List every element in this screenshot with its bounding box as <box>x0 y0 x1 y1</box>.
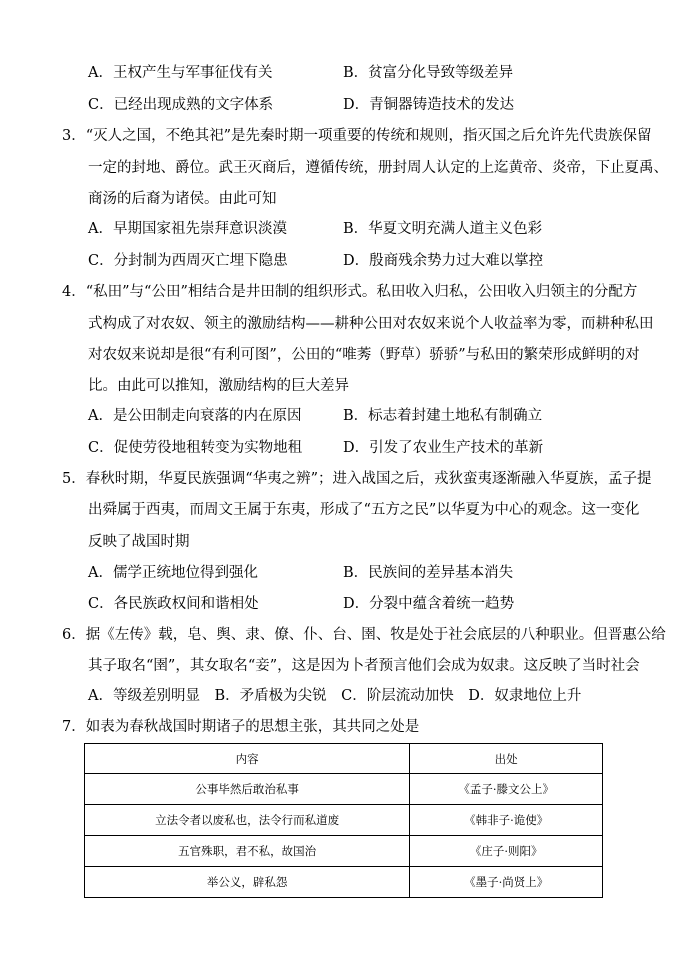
table-cell-source: 《孟子·滕文公上》 <box>410 774 603 805</box>
q3-option-c: C．分封制为西周灭亡埋下隐患 <box>88 253 288 269</box>
table-header-source: 出处 <box>410 744 603 774</box>
table-header-content: 内容 <box>85 744 410 774</box>
table-cell-content: 五官殊职，君不私，故国治 <box>85 836 410 867</box>
q3-option-d: D．殷商残余势力过大难以掌控 <box>343 253 544 269</box>
q3-option-a: A．早期国家祖先崇拜意识淡漠 <box>88 221 287 237</box>
table-row <box>85 774 603 805</box>
q7-stem-line1: 7．如表为春秋战国时期诸子的思想主张，其共同之处是 <box>62 719 420 735</box>
q4-option-d: D．引发了农业生产技术的革新 <box>343 440 544 456</box>
q4-stem-line1: 4．“私田”与“公田”相结合是井田制的组织形式。私田收入归私，公田收入归领主的分配方 <box>62 284 638 300</box>
table-row <box>85 805 603 836</box>
q4-option-a: A．是公田制走向衰落的内在原因 <box>88 408 302 424</box>
q5-stem-line3: 反映了战国时期 <box>88 534 190 550</box>
q6-options: A．等级差别明显 B．矛盾极为尖锐 C．阶层流动加快 D．奴隶地位上升 <box>88 688 582 704</box>
table-row <box>85 836 603 867</box>
q4-option-c: C．促使劳役地租转变为实物地租 <box>88 440 303 456</box>
table-cell-content: 公事毕然后敢治私事 <box>85 774 410 805</box>
q2-option-a: A．王权产生与军事征伐有关 <box>88 65 273 81</box>
q4-stem-line3: 对农奴来说却是很“有利可图”，公田的“唯莠（野草）骄骄”与私田的繁荣形成鲜明的对 <box>88 347 640 363</box>
q5-option-d: D．分裂中蕴含着统一趋势 <box>343 596 515 612</box>
q5-stem-line1: 5．春秋时期，华夏民族强调“华夷之辨”；进入战国之后，戎狄蛮夷逐渐融入华夏族，孟子提 <box>62 471 652 487</box>
q6-stem-line2: 其子取名“圉”，其女取名“妾”，这是因为卜者预言他们会成为奴隶。这反映了当时社会 <box>88 658 640 674</box>
table-row <box>85 867 603 898</box>
q5-option-c: C．各民族政权间和谐相处 <box>88 596 259 612</box>
q6-stem-line1: 6．据《左传》载，皂、舆、隶、僚、仆、台、圉、牧是处于社会底层的八种职业。但晋惠公给 <box>62 627 666 643</box>
q2-option-b: B．贫富分化导致等级差异 <box>343 65 514 81</box>
q4-option-b: B．标志着封建土地私有制确立 <box>343 408 543 424</box>
table-cell-content: 举公义，辟私怨 <box>85 867 410 898</box>
q3-stem-line3: 商汤的后裔为诸侯。由此可知 <box>88 191 277 207</box>
q2-option-c: C．已经出现成熟的文字体系 <box>88 97 274 113</box>
q3-stem-line2: 一定的封地、爵位。武王灭商后，遵循传统，册封周人认定的上迄黄帝、炎帝，下止夏禹、 <box>88 160 668 176</box>
table-cell-content: 立法令者以废私也，法令行而私道废 <box>85 805 410 836</box>
q7-table <box>84 743 603 898</box>
q3-stem-line1: 3．“灭人之国，不绝其祀”是先秦时期一项重要的传统和规则，指灭国之后允许先代贵族保留 <box>62 128 652 144</box>
table-header-row <box>85 744 603 774</box>
q5-option-b: B．民族间的差异基本消失 <box>343 565 514 581</box>
q5-option-a: A．儒学正统地位得到强化 <box>88 565 258 581</box>
table-cell-source: 《庄子·则阳》 <box>410 836 603 867</box>
q5-stem-line2: 出舜属于西夷，而周文王属于东夷，形成了“五方之民”以华夏为中心的观念。这一变化 <box>88 502 640 518</box>
table-cell-source: 《墨子·尚贤上》 <box>410 867 603 898</box>
table-cell-source: 《韩非子·诡使》 <box>410 805 603 836</box>
q2-option-d: D．青铜器铸造技术的发达 <box>343 97 515 113</box>
q4-stem-line2: 式构成了对农奴、领主的激励结构——耕种公田对农奴来说个人收益率为零，而耕种私田 <box>88 316 654 332</box>
q4-stem-line4: 比。由此可以推知，激励结构的巨大差异 <box>88 378 349 394</box>
q3-option-b: B．华夏文明充满人道主义色彩 <box>343 221 543 237</box>
